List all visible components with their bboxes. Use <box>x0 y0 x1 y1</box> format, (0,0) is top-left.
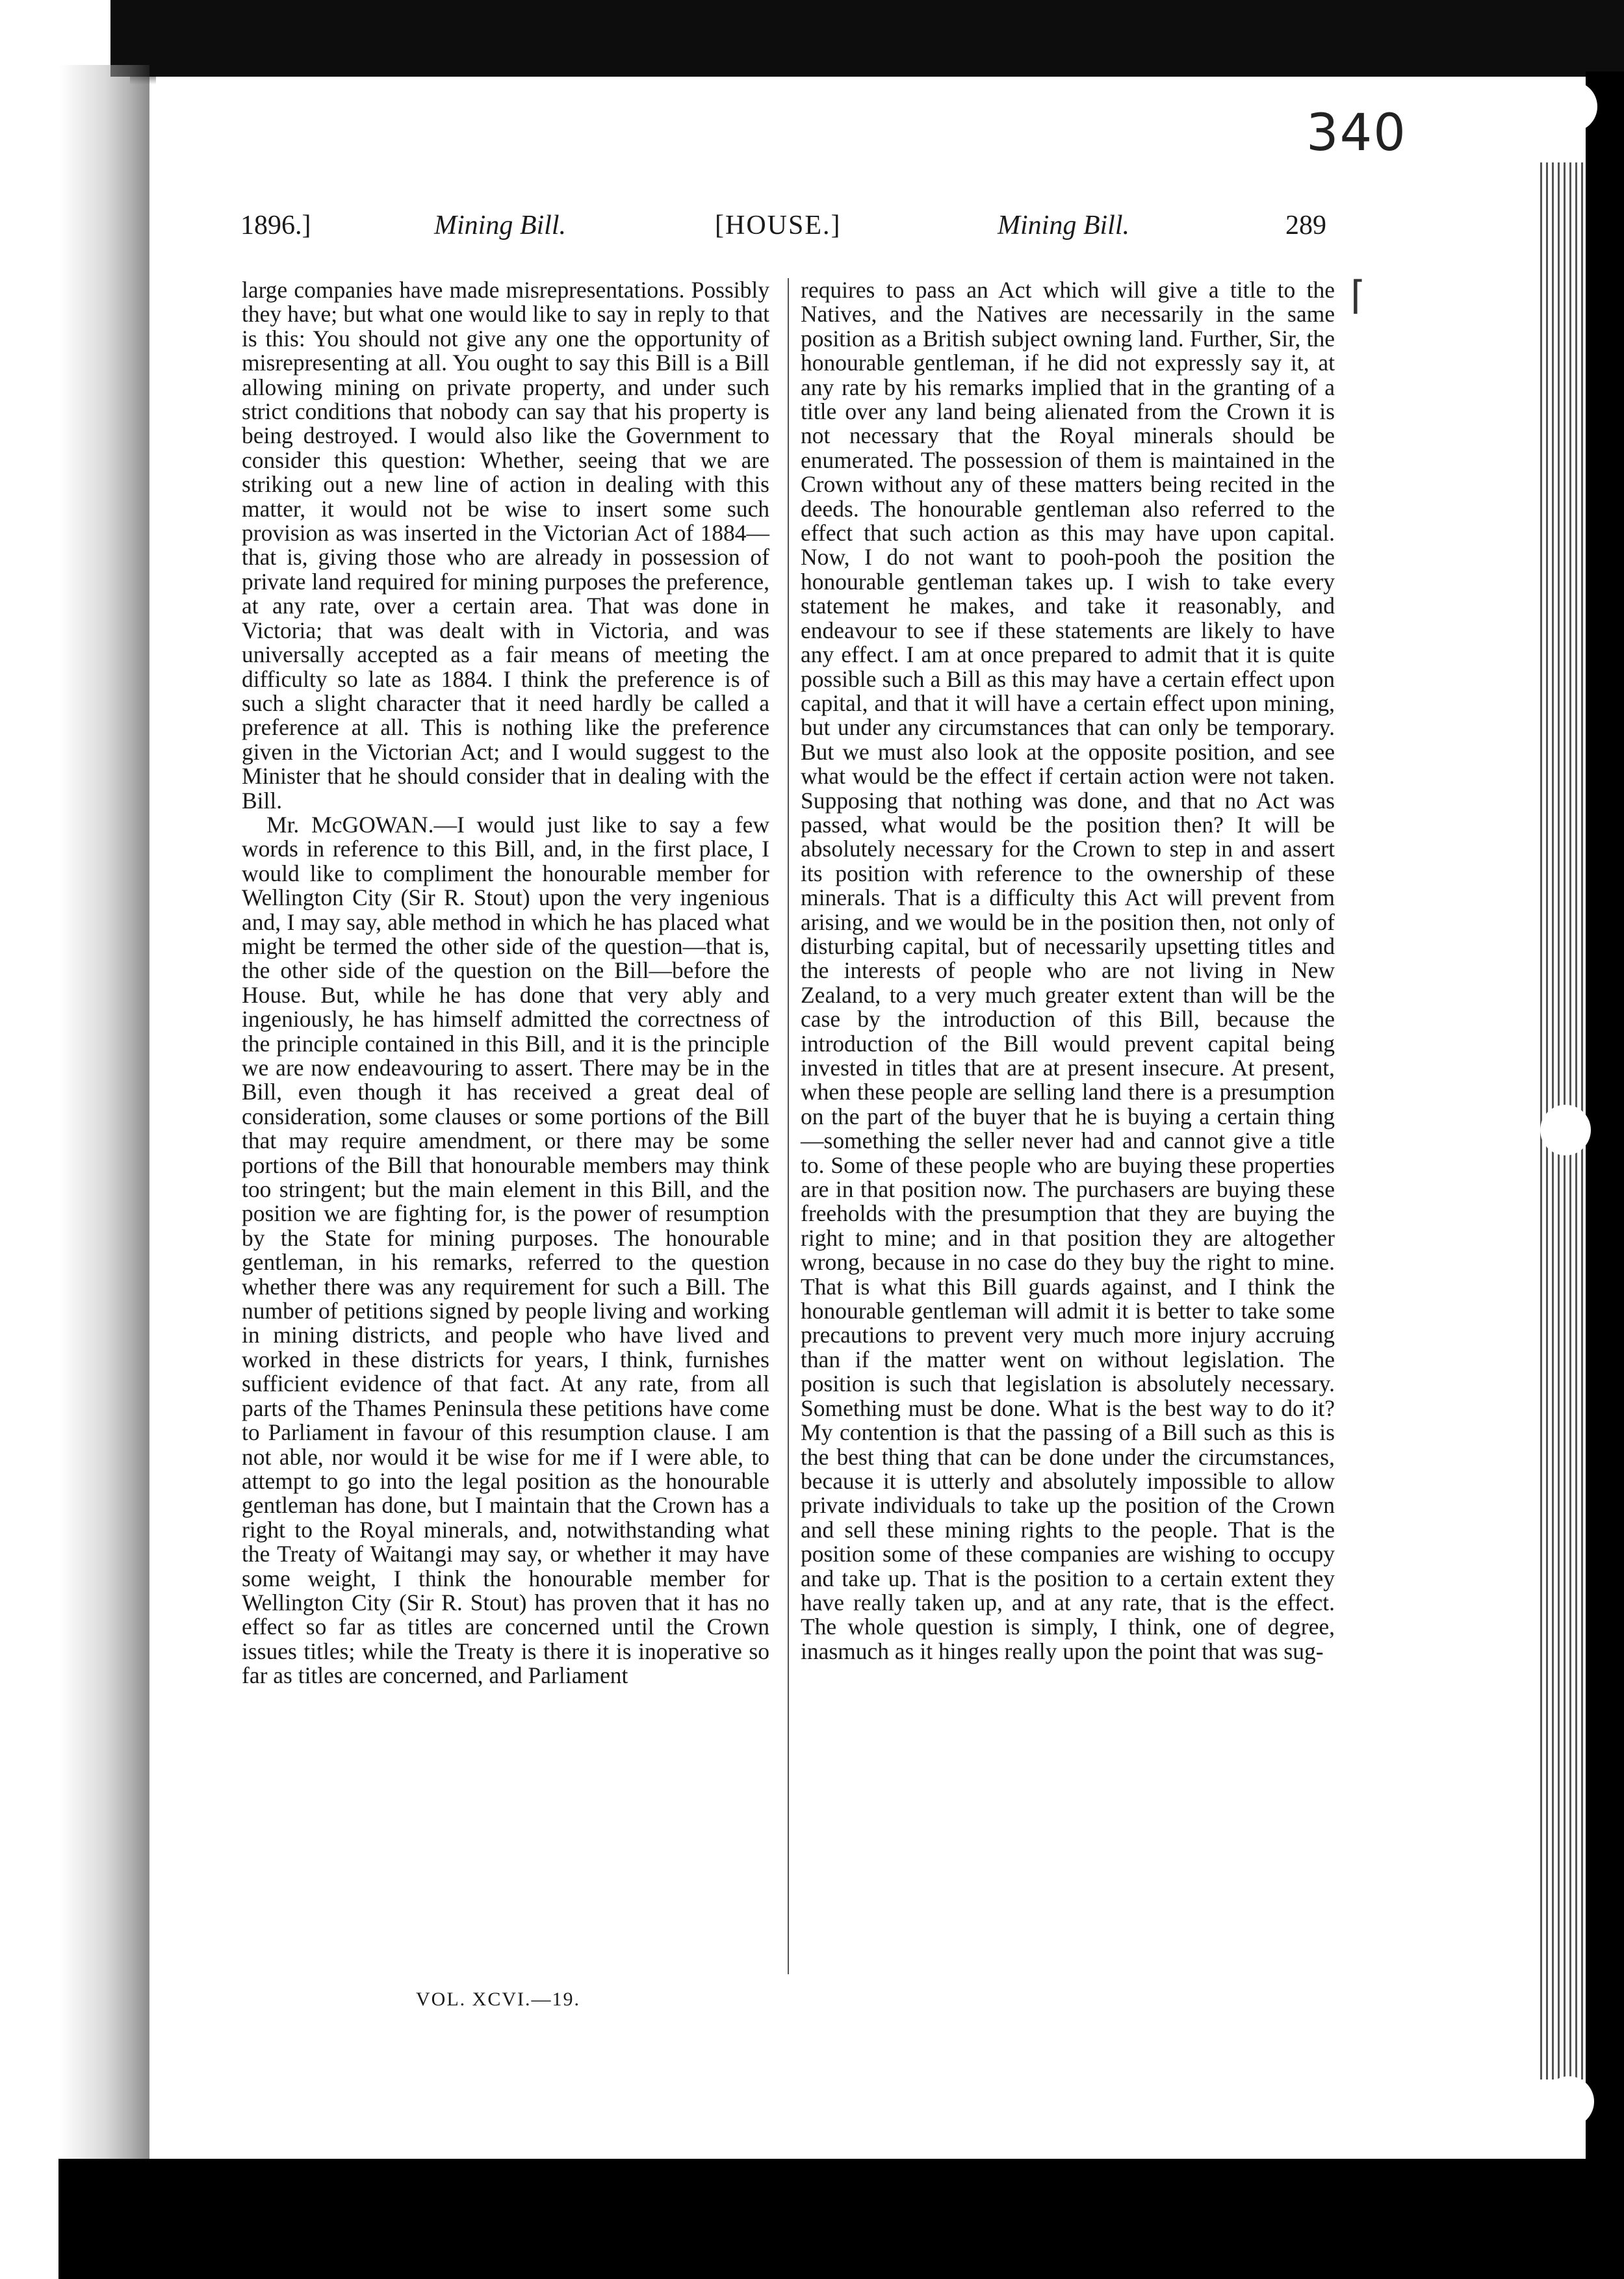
running-head-title-left: Mining Bill. <box>434 211 566 240</box>
paragraph: requires to pass an Act which will give a title to the Natives, and the Natives are necessarily in the same position as a British subject owning land. Further, Sir, the honourable gentleman, if he did not expressly say it, at any rate by his remarks implied that in the granting of a title over any land being alienated from the Crown it is not necessary that the Royal minerals should be enumerated. The possession of them is maintained in the Crown without any of these matters being recited in the deeds. The honourable gentleman also referred to the effect that such action as this may have upon capital. Now, I do not want to pooh-pooh the position the honourable gentleman takes up. I wish to take every statement he makes, and take it reasonably, and endeavour to see if these statements are likely to have any effect. I am at once prepared to admit that it is quite possible such a Bill as this may have a certain effect upon capital, and that it will have a certain effect upon mining, but under any circumstances that can only be temporary. But we must also look at the opposite position, and see what would be the effect if certain action were not taken. Supposing that nothing was done, and that no Act was passed, what would be the position then? It will be absolutely necessary for the Crown to step in and assert its position with reference to the ownership of these minerals. That is a difficulty this Act will prevent from arising, and we would be in the position then, not only of disturbing capital, but of necessarily upsetting titles and the interests of people who are not living in New Zealand, to a very much greater extent than will be the case by the introduction of this Bill, because the introduction of the Bill would prevent capital being invested in titles that are at present insecure. At present, when these people are selling land there is a presumption on the part of the buyer that he is buying a certain thing—something the seller never had and cannot give a title to. Some of these people who are buying these properties are in that position now. The purchasers are buying these freeholds with the presumption that they are buying the right to mine; and in that position they are altogether wrong, because in no case do they buy the right to mine. That is what this Bill guards against, and I think the honourable gentleman will admit it is better to take some precautions to prevent very much more injury accruing than if the matter went on without legislation. The position is such that legislation is absolutely necessary. Something must be done. What is the best way to do it? My contention is that the passing of a Bill such as this is the best thing that can be done under the circumstances, because it is utterly and absolutely impossible to allow private individuals to take up the position of the Crown and sell these mining rights to the people. That is the position some of these companies are wishing to occupy and take up. That is the position to a certain extent they have really taken up, and at any rate, that is the effect. The whole question is simply, I think, one of degree, inasmuch as it hinges really upon the point that was sug- <box>801 277 1335 1664</box>
scan-bottom-border <box>58 2159 1624 2279</box>
running-head-year: 1896.] <box>240 211 311 240</box>
handwritten-folio-number: 340 <box>1306 104 1407 162</box>
punch-hole <box>1547 81 1597 132</box>
column-divider <box>788 278 789 1974</box>
volume-signature: VOL. XCVI.—19. <box>416 1989 580 2010</box>
running-head-house: [HOUSE.] <box>715 211 842 240</box>
right-column <box>801 278 1335 1981</box>
running-head-title-right: Mining Bill. <box>998 211 1129 240</box>
punch-hole <box>1540 1105 1591 1155</box>
punch-hole <box>1543 2076 1594 2127</box>
paragraph: large companies have made misrepresentations. Possibly they have; but what one would like to say in reply to that is this: You should not give any one the opportunity of misrepresenting at all. You ought to say this Bill is a Bill allowing mining on private property, and under such strict conditions that nobody can say that his property is being destroyed. I would also like the Government to consider this question: Whether, seeing that we are striking out a new line of action in dealing with this matter, it would not be wise to insert some such provision as was inserted in the Victorian Act of 1884—that is, giving those who are already in possession of private land required for mining purposes the preference, at any rate, over a certain area. That was done in Victoria; that was dealt with in Victoria, and was universally accepted as a fair means of meeting the difficulty so late as 1884. I think the preference is of such a slight character that it need hardly be called a preference at all. This is nothing like the preference given in the Victorian Act; and I would suggest to the Minister that he should consider that in dealing with the Bill. <box>242 277 769 814</box>
scan-right-border <box>1586 71 1624 2229</box>
left-column <box>242 278 769 1981</box>
page-number: 289 <box>1285 211 1326 240</box>
paragraph: Mr. McGOWAN.—I would just like to say a few words in reference to this Bill, and, in the first place, I would like to compliment the honourable member for Wellington City (Sir R. Stout) upon the very ingenious and, I may say, able method in which he has placed what might be termed the other side of the question—that is, the other side of the question on the Bill—before the House. But, while he has done that very ably and ingeniously, he has himself admitted the correctness of the principle contained in this Bill, and it is the principle we are now endeavouring to assert. There may be in the Bill, even though it has received a great deal of consideration, some clauses or some portions of the Bill that may require amendment, or there may be some portions of the Bill that honourable members may think too stringent; but the main element in this Bill, and the position we are fighting for, is the power of resumption by the State for mining purposes. The honourable gentleman, in his remarks, referred to the question whether there was any requirement for such a Bill. The number of petitions signed by people living and working in mining districts, and people who have lived and worked in these districts for years, I think, furnishes sufficient evidence of that fact. At any rate, from all parts of the Thames Peninsula these petitions have come to Parliament in favour of this resumption clause. I am not able, nor would it be wise for me if I were able, to attempt to go into the legal position as the honourable gentleman has done, but I maintain that the Crown has a right to the Royal minerals, and, notwithstanding what the Treaty of Waitangi may say, or whether it may have some weight, I think the honourable member for Wellington City (Sir R. Stout) has proven that it has no effect so far as titles are concerned until the Crown issues titles; while the Treaty is there it is inoperative so far as titles are concerned, and Parliament <box>242 811 769 1689</box>
margin-mark: ⌈ <box>1350 273 1366 318</box>
scan-left-shadow <box>0 65 149 2229</box>
